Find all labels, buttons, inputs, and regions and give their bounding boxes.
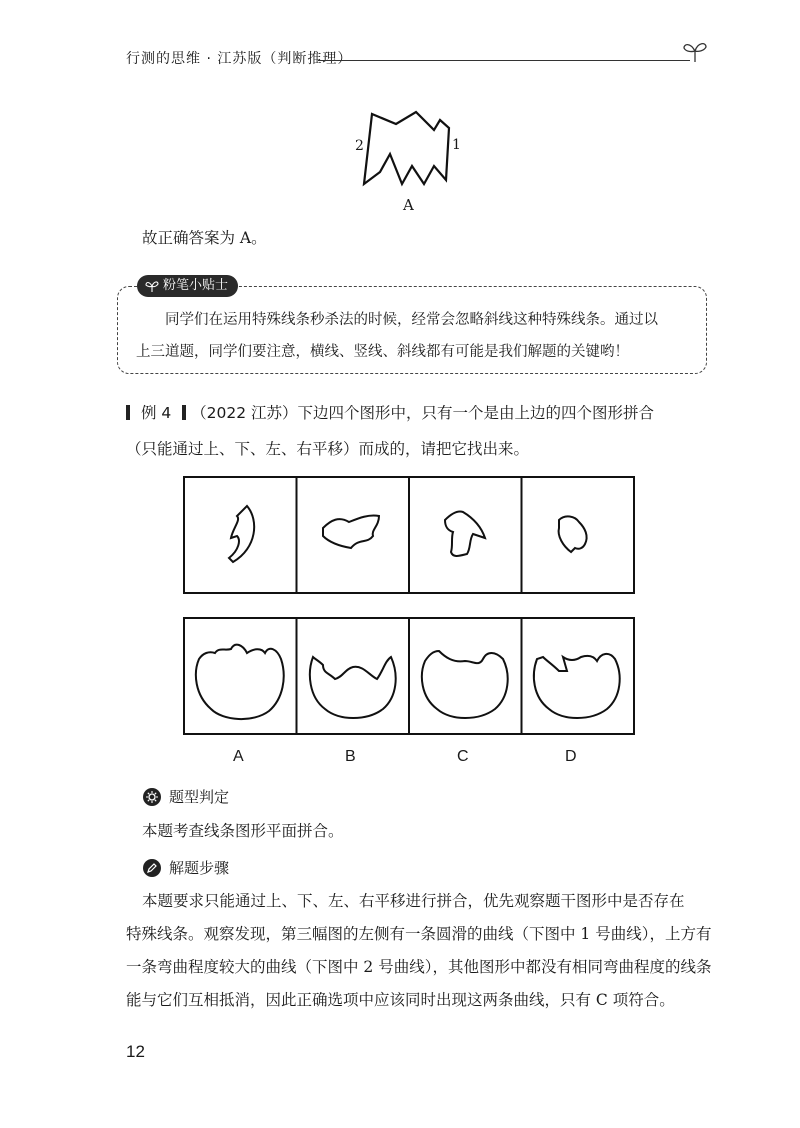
steps-line-1: 本题要求只能通过上、下、左、右平移进行拼合，优先观察题干图形中是否存在 <box>142 892 685 910</box>
example-question-text: （2022 江苏）下边四个图形中，只有一个是由上边的四个图形拼合 <box>191 404 654 422</box>
section-type-title: 题型判定 <box>169 788 230 806</box>
example-tag: 例 4 <box>140 404 172 422</box>
example-line-2: （只能通过上、下、左、右平移）而成的，请把它找出来。 <box>126 440 530 458</box>
tip-line-1: 同学们在运用特殊线条秒杀法的时候，经常会忽略斜线这种特殊线条。通过以 <box>165 312 658 328</box>
example-bar-left <box>126 405 130 420</box>
option-shape-a <box>196 645 284 719</box>
section-steps-heading <box>143 857 229 878</box>
header-rule <box>318 60 690 61</box>
sprout-icon <box>682 38 708 64</box>
example-bar-right <box>182 405 186 420</box>
question-shape-1 <box>229 506 254 562</box>
question-figures-row <box>183 476 635 594</box>
tip-tag <box>137 275 238 297</box>
option-label-a: A <box>233 748 244 765</box>
curve-mark-2: 2 <box>355 138 364 154</box>
tip-line-2: 上三道题，同学们要注意，横线、竖线、斜线都有可能是我们解题的关键哟！ <box>136 344 629 360</box>
question-shape-2 <box>323 515 379 548</box>
option-label-d: D <box>565 748 577 765</box>
page-number: 12 <box>126 1042 145 1061</box>
question-shape-4 <box>559 516 587 552</box>
answer-line: 故正确答案为 A。 <box>142 229 267 247</box>
section-steps-title: 解题步骤 <box>169 859 230 877</box>
option-label-c: C <box>457 748 469 765</box>
steps-line-2: 特殊线条。观察发现，第三幅图的左侧有一条圆滑的曲线（下图中 1 号曲线），上方有 <box>126 925 712 943</box>
section-type-heading <box>143 786 229 807</box>
option-shape-c <box>422 651 508 718</box>
running-header-title: 行测的思维 · 江苏版（判断推理） <box>126 51 353 67</box>
option-label-b: B <box>345 748 356 765</box>
leaf-icon <box>145 279 159 293</box>
sun-gear-icon <box>143 788 161 806</box>
section-type-text: 本题考查线条图形平面拼合。 <box>142 822 344 840</box>
steps-line-4: 能与它们互相抵消，因此正确选项中应该同时出现这两条曲线，只有 C 项符合。 <box>126 991 675 1009</box>
option-shape-b <box>310 657 396 718</box>
example-line-1 <box>126 396 716 431</box>
figure-label: A <box>403 196 414 214</box>
curve-mark-1: 1 <box>452 137 461 153</box>
option-figures-row <box>183 617 635 735</box>
question-shape-3 <box>445 511 485 556</box>
tip-tag-label: 粉笔小贴士 <box>163 278 229 293</box>
steps-line-3: 一条弯曲程度较大的曲线（下图中 2 号曲线），其他图形中都没有相同弯曲程度的线条 <box>126 958 712 976</box>
option-shape-d <box>534 654 620 718</box>
pencil-icon <box>143 859 161 877</box>
